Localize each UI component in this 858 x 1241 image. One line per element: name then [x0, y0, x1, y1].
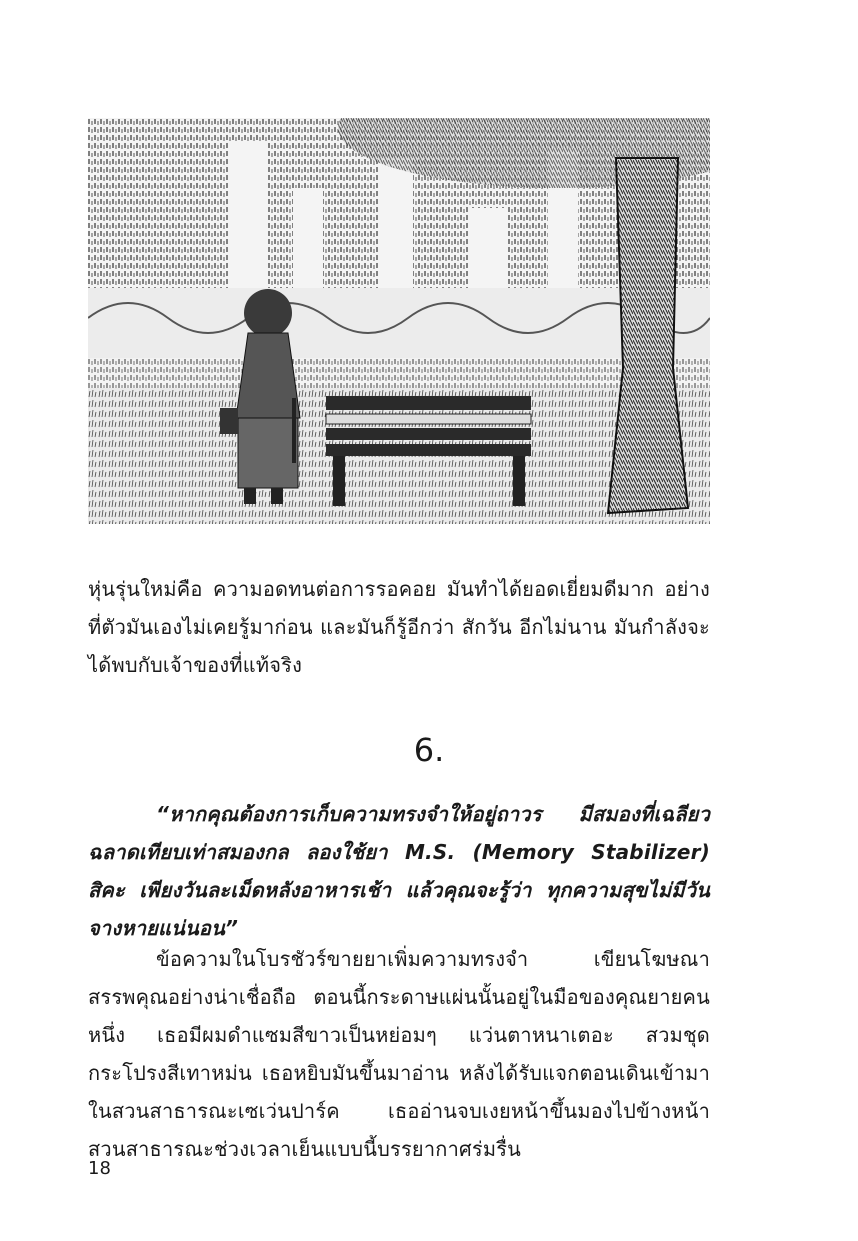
park-illustration — [88, 118, 710, 524]
continuation-paragraph-block — [88, 570, 710, 684]
continuation-paragraph: หุ่นรุ่นใหม่คือ ความอดทนต่อการรอคอย มันทำได้ยอดเยี่ยมดีมาก อย่างที่ตัวมันเองไม่เคยรู้มาก่อน และมันก็รู้อีกว่า สักวัน อีกไม่นาน มันกำลังจะได้พบกับเจ้าของที่แท้จริง — [88, 577, 710, 677]
park-bench-illustration-icon — [88, 118, 710, 524]
quote-block — [88, 795, 710, 947]
narrative-paragraph: ข้อความในโบรชัวร์ขายยาเพิ่มความทรงจำ เขียนโฆษณาสรรพคุณอย่างน่าเชื่อถือ ตอนนี้กระดาษแผ่นนั้นอยู่ในมือของคุณยายคนหนึ่ง เธอมีผมดำแซมสีขาวเป็นหย่อมๆ แว่นตาหนาเตอะ สวมชุดกระโปรงสีเทาหม่น เธอหยิบมันขึ้นมาอ่าน หลังได้รับแจกตอนเดินเข้ามาในสวนสาธารณะเซเว่นปาร์ค เธออ่านจบเงยหน้าขึ้นมองไปข้างหน้า สวนสาธารณะช่วงเวลาเย็นแบบนี้บรรยากาศร่มรื่น — [88, 947, 710, 1161]
narrative-paragraph-block — [88, 940, 710, 1168]
page-number: 18 — [88, 1158, 111, 1179]
quote-paragraph: “หากคุณต้องการเก็บความทรงจำให้อยู่ถาวร มีสมองที่เฉลียวฉลาดเทียบเท่าสมองกล ลองใช้ยา M.S. (Memory Stabilizer) สิคะ เพียงวันละเม็ดหลังอาหารเช้า แล้วคุณจะรู้ว่า ทุกความสุขไม่มีวันจางหายแน่นอน” — [88, 802, 710, 940]
section-number: 6. — [413, 731, 445, 769]
